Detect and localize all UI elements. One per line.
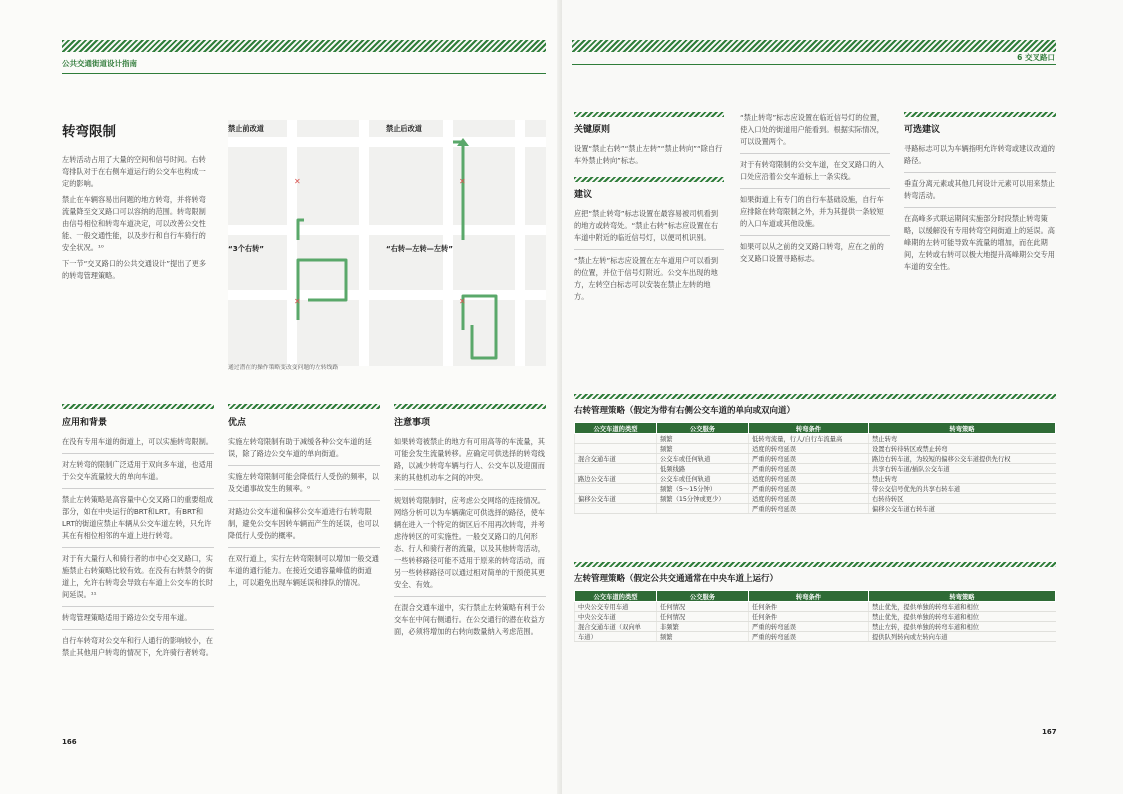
table-header: 公交车道的类型	[575, 591, 657, 602]
column-para: 禁止左转策略是高容量中心交叉路口的重要组成部分，如在中央运行的BRT和LRT。有BRT和LRT的街道应禁止车辆从公交车道左转，只允许其在有相位相邻的车道上进行转弯。	[62, 494, 214, 548]
no-turn-marker: ✕	[294, 177, 301, 186]
table-cell: 车道）	[575, 632, 657, 642]
recommend-text: “禁止左转”标志应设置在左车道用户可以看到的位置，并位于信号灯附近。公交车出现的地方，左转空白标志可以安装在禁止左转的地方。	[574, 256, 719, 301]
figure-label: 禁止后改道	[386, 124, 422, 133]
optional-text: 寻路标志可以为车辆指明允许转弯或建议改道的路径。	[904, 143, 1056, 173]
route-figure	[228, 120, 546, 366]
figure-label: 禁止前改道	[228, 124, 264, 133]
column-recommend-more	[740, 112, 890, 265]
column-considerations	[394, 404, 546, 638]
column-para: 转弯管理策略适用于路边公交专用车道。	[62, 612, 214, 630]
column-para: 规划转弯限制时，应考虑公交网络的连接情况。网络分析可以为车辆确定可供选择的路径，使车辆在进入一个特定的街区后不用再次转弯，并考虑待转区的可实施性。一般交叉路口的几何形态、行人和骑行者的流量，以及其他转弯活动，一些转移路径可能不适用于原来的转弯活动，而另一些转移路径可以通过相对简单的干预使其更安全、有效。	[394, 495, 546, 597]
section-hatch	[62, 404, 214, 409]
table-cell: 禁止优先，提供单独的转弯车道和相位	[869, 612, 1056, 622]
figure-label: “右转—左转—左转”	[386, 244, 453, 253]
table-row	[575, 454, 1056, 464]
table-cell: 适度的转弯延误	[749, 494, 869, 504]
section-hatch	[394, 404, 546, 409]
table-cell: 公交车或任何轨道	[657, 474, 749, 484]
no-turn-marker: ✕	[459, 177, 466, 186]
left-turn-table-block	[574, 562, 1056, 642]
table-row	[575, 504, 1056, 514]
table-row	[575, 494, 1056, 504]
table-cell: 任何情况	[657, 602, 749, 612]
running-head: 6 交叉路口	[1017, 53, 1055, 62]
section-hatch	[574, 394, 1056, 399]
table-header: 转弯条件	[749, 591, 869, 602]
route-diagram	[228, 120, 546, 366]
column-principles	[574, 112, 724, 303]
page-number: 166	[62, 738, 77, 746]
table-cell: 严重的转弯延误	[749, 504, 869, 514]
table-cell: 任何条件	[749, 612, 869, 622]
table-cell: 共享右转车道/插队公交车道	[869, 464, 1056, 474]
table-cell: 严重的转弯延误	[749, 622, 869, 632]
table-cell	[575, 484, 657, 494]
left-turn-table	[574, 590, 1056, 642]
table-cell: 低转弯流量，行人/自行车流量高	[749, 434, 869, 444]
recommend-text: “禁止转弯”标志应设置在临近信号灯的位置，使入口处的街道用户能看到。根据实际情况，可以设置两个。	[740, 112, 890, 154]
left-page	[0, 0, 561, 794]
column-benefits	[228, 404, 380, 589]
table-cell: 严重的转弯延误	[749, 484, 869, 494]
table-header: 公交服务	[657, 423, 749, 434]
table-row	[575, 484, 1056, 494]
table-row	[575, 444, 1056, 454]
section-heading: 建议	[574, 190, 593, 200]
table-cell	[575, 434, 657, 444]
section-heading: 关键原则	[574, 125, 611, 135]
recommend-text: 应把“禁止转弯”标志设置在最容易被司机看到的地方或转弯处。“禁止右转”标志应设置在右车道中附近的临近信号灯，以便司机识别。	[574, 208, 724, 250]
table-cell: 偏移公交车道右转车道	[869, 504, 1056, 514]
header-hatch-bar	[572, 40, 1056, 52]
table-row	[575, 464, 1056, 474]
right-page	[562, 0, 1123, 794]
table-cell: 严重的转弯延误	[749, 464, 869, 474]
table-cell: 中央公交专用车道	[575, 602, 657, 612]
intro-para: 左转活动占用了大量的空间和信号时间。右转弯排队对于在右侧车道运行的公交车也构成一定的影响。	[62, 155, 206, 188]
table-cell: 中央公交车道	[575, 612, 657, 622]
right-turn-table	[574, 422, 1056, 514]
table-header: 公交服务	[657, 591, 749, 602]
column-para: 在没有专用车道的街道上，可以实施转弯限制。	[62, 436, 214, 454]
table-cell: 频繁	[657, 444, 749, 454]
recommend-text: 如果可以从之前的交叉路口转弯，应在之前的交叉路口设置寻路标志。	[740, 242, 884, 263]
page-number: 167	[1042, 728, 1057, 736]
intro-para: 禁止在车辆容易出问题的地方转弯，并将转弯流量降至交叉路口可以容纳的范围。转弯限制由信号相位和转弯车道决定，可以改善公交性能、一般交通性能，以及步行和自行车骑行的安全状况。¹⁰	[62, 195, 206, 252]
column-para: 如果转弯被禁止的地方有可用高等的车流量，其可能会发生流量转移。应确定可供选择的转弯线路，以减少转弯车辆与行人、公交车以及迎面而来的其他机动车之间的冲突。	[394, 436, 546, 490]
section-heading: 应用和背景	[62, 418, 108, 428]
no-turn-marker: ✕	[459, 297, 466, 306]
section-heading: 可选建议	[904, 125, 941, 135]
recommend-text: 对于有转弯限制的公交车道，在交叉路口的入口处应沿着公交车道标上一条实线。	[740, 159, 890, 189]
column-para: 对左转弯的限制广泛适用于双向多车道，也适用于公交车流量较大的单向车道。	[62, 459, 214, 489]
section-hatch	[574, 562, 1056, 567]
table-cell: 适度的转弯延误	[749, 474, 869, 484]
table-header: 转弯策略	[869, 591, 1056, 602]
page-title: 转弯限制	[62, 124, 116, 140]
right-turn-table-block	[574, 394, 1056, 514]
intro-para: 下一节“交叉路口的公共交通设计”提出了更多的转弯管理策略。	[62, 259, 207, 280]
no-turn-marker: ✕	[294, 297, 301, 306]
column-application	[62, 404, 214, 659]
table-cell: 提供队列转向或左转向车道	[869, 632, 1056, 642]
section-heading: 优点	[228, 418, 247, 428]
optional-text: 垂直分离元素或其他几何设计元素可以用来禁止转弯活动。	[904, 178, 1056, 208]
intro-text	[62, 154, 212, 282]
table-cell: 混合交通车道（双向单	[575, 622, 657, 632]
table-cell: 频繁（5～15分钟）	[657, 484, 749, 494]
table-cell: 严重的转弯延误	[749, 454, 869, 464]
column-optional	[904, 112, 1056, 273]
table-cell: 禁止转弯	[869, 474, 1056, 484]
table-cell: 禁止左转，提供单独的转弯车道和相位	[869, 622, 1056, 632]
figure-label: “3个右转”	[228, 244, 265, 253]
table-cell: 偏移公交车道	[575, 494, 657, 504]
column-para: 对路边公交车道和偏移公交车道进行右转弯限制，避免公交车因转车辆而产生的延误，也可以降低行人受伤的概率。	[228, 506, 380, 548]
table-cell: 非频繁	[657, 622, 749, 632]
table-cell: 频繁	[657, 434, 749, 444]
table-row	[575, 612, 1056, 622]
column-para: 实施左转弯限制有助于减缓各种公交车道的延误，除了路边公交车道的单向街道。	[228, 436, 380, 466]
header-rule	[572, 64, 1056, 65]
running-head: 公共交通街道设计指南	[62, 59, 137, 68]
section-hatch	[574, 112, 724, 117]
table-header: 转弯策略	[869, 423, 1056, 434]
section-heading: 注意事项	[394, 418, 431, 428]
table-title: 右转管理策略（假定为带有右侧公交车道的单向或双向道）	[574, 406, 796, 416]
section-hatch	[228, 404, 380, 409]
table-cell: 低频线路	[657, 464, 749, 474]
table-cell: 设置右转待转区或禁止转弯	[869, 444, 1056, 454]
table-cell: 适度的转弯延误	[749, 444, 869, 454]
table-cell	[575, 464, 657, 474]
column-para: 在双行道上，实行左转弯限制可以增加一般交通车道的通行能力。在接近交通容量峰值的街道上，可以避免出现车辆延误和排队的情况。	[228, 554, 379, 587]
table-cell: 频繁	[657, 632, 749, 642]
table-cell: 频繁（15分钟或更少）	[657, 494, 749, 504]
table-cell	[575, 504, 657, 514]
table-cell: 路边右转车道，为较短的偏移公交车道提供先行权	[869, 454, 1056, 464]
header-hatch-bar	[62, 40, 546, 52]
table-row	[575, 632, 1056, 642]
table-cell: 任何情况	[657, 612, 749, 622]
table-header: 公交车道的类型	[575, 423, 657, 434]
table-row	[575, 474, 1056, 484]
table-cell: 路边公交车道	[575, 474, 657, 484]
header-rule	[62, 73, 546, 74]
column-para: 对于有大量行人和骑行者的市中心交叉路口，实施禁止右转策略比较有效。在没有右转禁令的街道上，允许右转弯会导致右车道上公交车的长时间延误。¹¹	[62, 553, 214, 607]
figure-caption: 通过潜在的操作策略变改变问题的左转线路	[228, 365, 339, 371]
table-cell: 公交车或任何轨道	[657, 454, 749, 464]
table-row	[575, 434, 1056, 444]
table-row	[575, 602, 1056, 612]
section-hatch	[904, 112, 1056, 117]
table-header: 转弯条件	[749, 423, 869, 434]
table-cell: 右转待转区	[869, 494, 1056, 504]
table-cell: 混合交通车道	[575, 454, 657, 464]
table-cell: 带公交信号优先的共享右转车道	[869, 484, 1056, 494]
table-row	[575, 622, 1056, 632]
section-hatch	[574, 177, 724, 182]
table-cell: 禁止优先，提供单独的转弯车道和相位	[869, 602, 1056, 612]
table-cell: 禁止转弯	[869, 434, 1056, 444]
column-para: 实施左转弯限制可能会降低行人受伤的频率，以及交通事故发生的频率。⁰	[228, 471, 380, 501]
table-cell: 任何条件	[749, 602, 869, 612]
recommend-text: 如果街道上有专门的自行车基础设施，自行车应排除在转弯限制之外，并为其提供一条较短的入口车道或其他设施。	[740, 194, 890, 236]
column-para: 在混合交通车道中，实行禁止左转策略有利于公交车在中间右侧通行。在公交通行的潜在收益方面，必须将增加的右转向数量纳入考虑范围。	[394, 603, 545, 636]
column-para: 自行车转弯对公交车和行人通行的影响较小，在禁止其他用户转弯的情况下，允许骑行者转弯。	[62, 636, 213, 657]
table-title: 左转管理策略（假定公共交通通常在中央车道上运行）	[574, 574, 779, 584]
optional-text: 在高峰多式联运期间实施部分时段禁止转弯策略，以缓解没有专用转弯空间街道上的延误。高峰期的左转可能导致车流量的增加，而在此期间，左转或右转可以极大地提升高峰期公交专用车道的安全性。	[904, 214, 1055, 271]
table-cell	[575, 444, 657, 454]
table-cell: 严重的转弯延误	[749, 632, 869, 642]
principle-text: 设置“禁止右转”“禁止左转”“禁止转向”“除自行车外禁止转向”标志。	[574, 144, 723, 165]
table-cell	[657, 504, 749, 514]
